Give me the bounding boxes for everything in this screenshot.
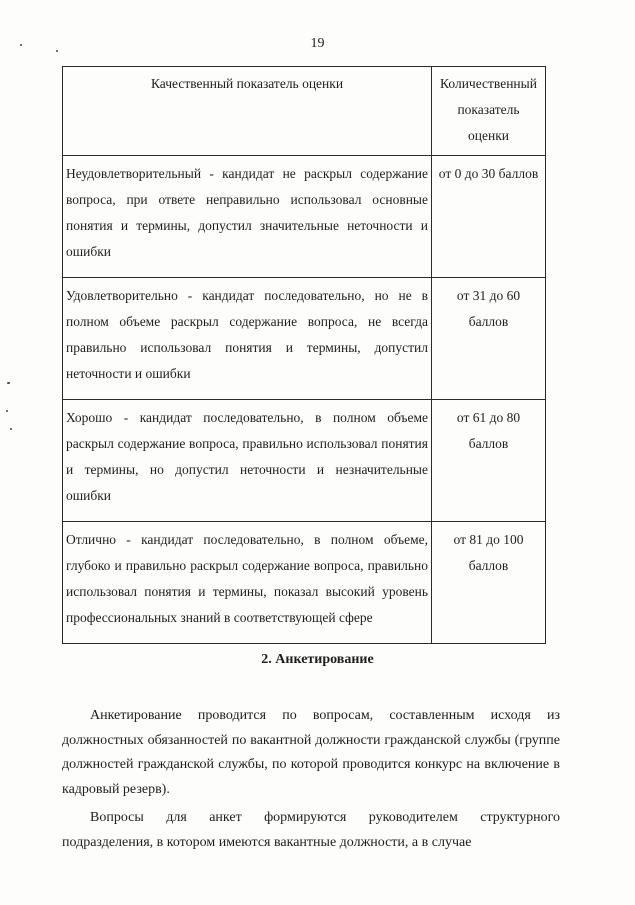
table-header-row [63,67,546,156]
row-qualitative-text: Отлично - кандидат последовательно, в полном объеме, глубоко и правильно раскрыл содержание вопроса, правильно использовал понятия и термины, показал высокий уровень профессиональных знаний в соответствующей сфере [63,522,432,644]
row-qualitative-text: Удовлетворительно - кандидат последовательно, но не в полном объеме раскрыл содержание вопроса, не всегда правильно использовал понятия и термины, допустил неточности и ошибки [63,278,432,400]
row-score-range: от 61 до 80 баллов [432,400,546,522]
body-paragraph: Вопросы для анкет формируются руководителем структурного подразделения, в котором имеются вакантные должности, а в случае [62,810,560,850]
row-score-range: от 31 до 60 баллов [432,278,546,400]
table-row [63,156,546,278]
table-row [63,400,546,522]
row-qualitative-text: Неудовлетворительный - кандидат не раскрыл содержание вопроса, при ответе неправильно использовал основные понятия и термины, допустил значительные неточности и ошибки [63,156,432,278]
scan-speck [6,410,8,412]
section-title: 2. Анкетирование [261,652,374,667]
grading-table [62,66,546,644]
scan-speck [20,44,22,46]
header-quantitative: Количественный показатель оценки [432,67,546,156]
table-row [63,278,546,400]
row-score-range: от 0 до 30 баллов [432,156,546,278]
page-number: 19 [310,36,325,51]
row-score-range: от 81 до 100 баллов [432,522,546,644]
table-row [63,522,546,644]
scan-speck [56,50,58,52]
header-qualitative: Качественный показатель оценки [63,67,432,156]
row-qualitative-text: Хорошо - кандидат последовательно, в полном объеме раскрыл содержание вопроса, правильно использовал понятия и термины, но допустил неточности и незначительные ошибки [63,400,432,522]
body-paragraph: Анкетирование проводится по вопросам, составленным исходя из должностных обязанностей по вакантной должности гражданской службы (группе должностей гражданской службы, по которой проводится конкурс на включение в кадровый резерв). [62,708,560,798]
scan-speck [7,382,10,384]
scan-speck [10,428,12,430]
